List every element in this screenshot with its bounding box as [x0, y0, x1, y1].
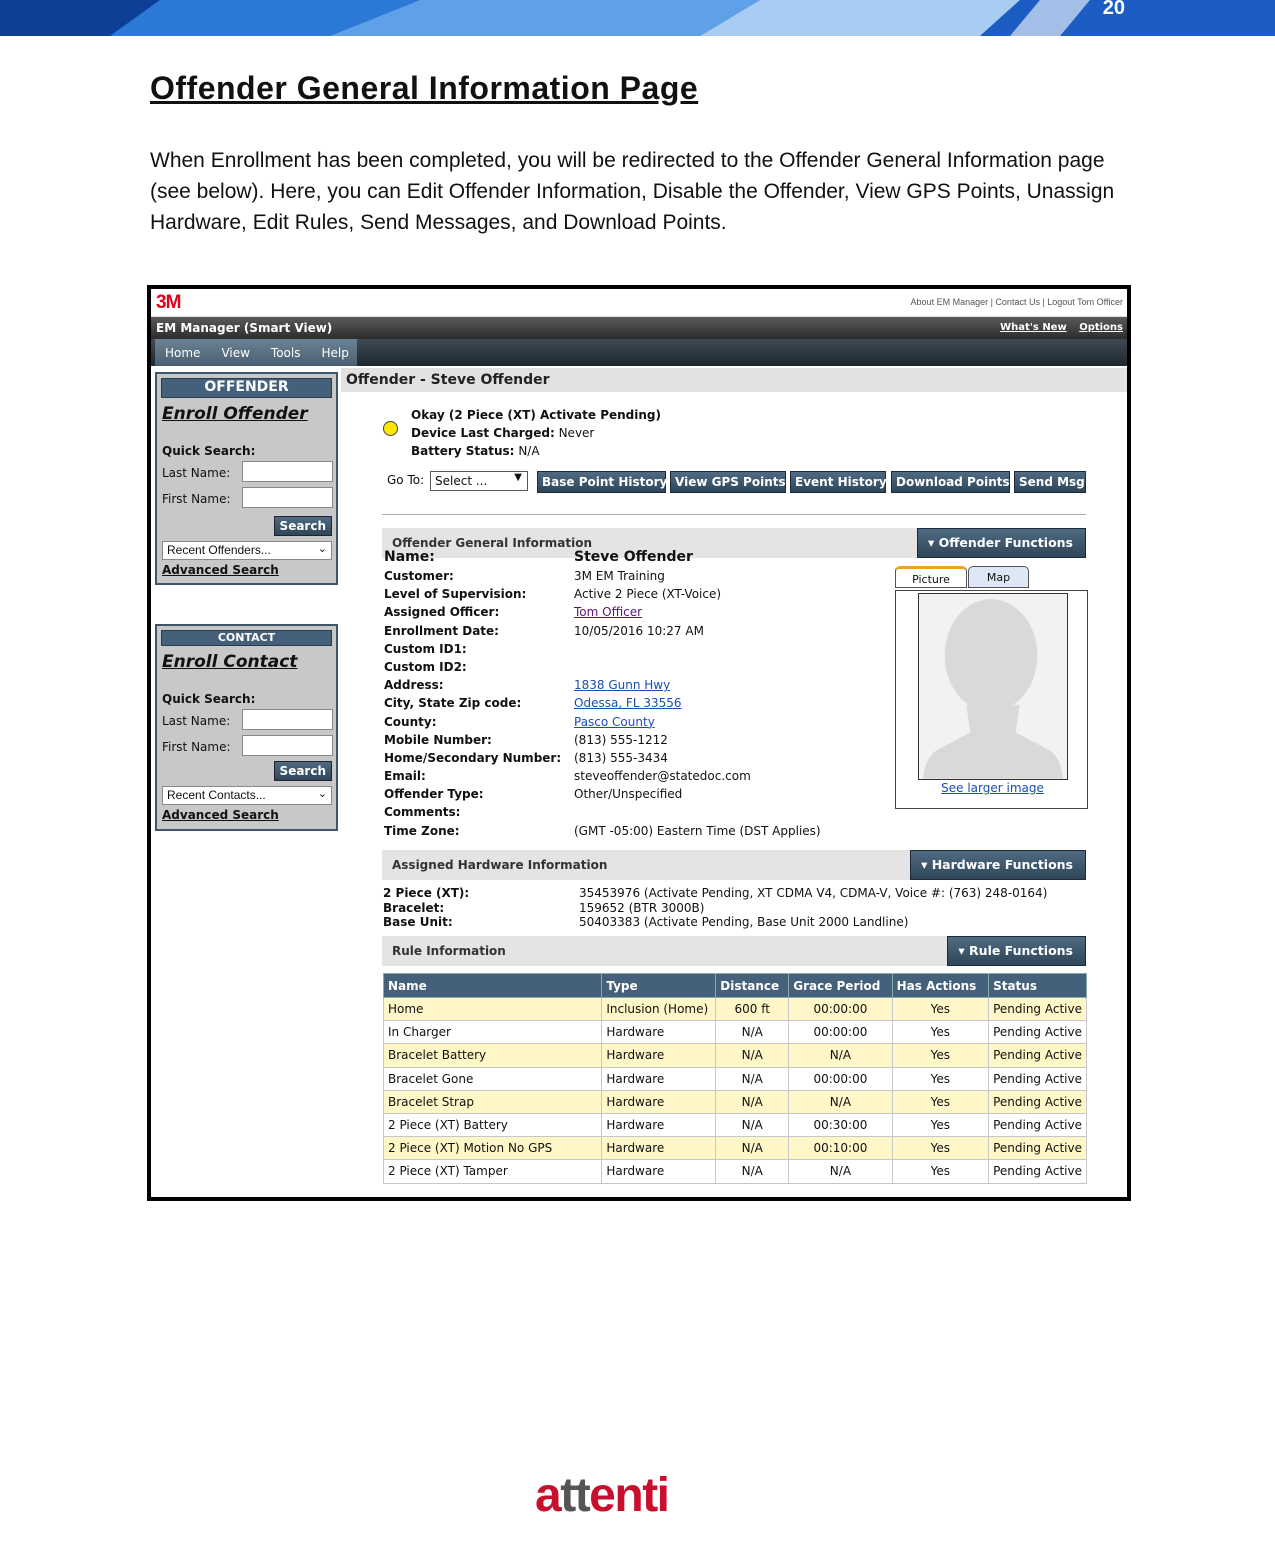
- charged-label: Device Last Charged:: [411, 426, 555, 440]
- goto-label: Go To:: [387, 473, 425, 487]
- rule-grace: 00:00:00: [789, 998, 892, 1021]
- rule-type: Hardware: [602, 1067, 716, 1090]
- offender-panel-header: OFFENDER: [161, 378, 332, 398]
- view-gps-points-button[interactable]: View GPS Points: [670, 471, 786, 493]
- hardware-functions-button[interactable]: ▾ Hardware Functions: [910, 850, 1086, 880]
- last-name-label: Last Name:: [162, 714, 231, 728]
- rule-grace: 00:00:00: [789, 1067, 892, 1090]
- rule-type: Inclusion (Home): [602, 998, 716, 1021]
- info-label: Comments:: [384, 805, 461, 820]
- last-name-label: Last Name:: [162, 466, 231, 480]
- rule-status: Pending Active: [989, 998, 1087, 1021]
- info-value: Steve Offender: [574, 549, 693, 565]
- rule-grace: N/A: [789, 1044, 892, 1067]
- col-distance[interactable]: Distance: [716, 974, 789, 998]
- chevron-down-icon: ⌄: [317, 788, 327, 800]
- rule-distance: N/A: [716, 1044, 789, 1067]
- info-value: (813) 555-3434: [574, 750, 668, 765]
- picture-panel: [895, 590, 1088, 809]
- app-title: EM Manager (Smart View): [156, 321, 333, 335]
- rule-type: Hardware: [602, 1160, 716, 1183]
- main-content: [341, 366, 1127, 1197]
- send-msg-button[interactable]: Send Msg: [1014, 471, 1086, 493]
- base-point-history-button[interactable]: Base Point History: [537, 471, 666, 493]
- rule-name: Bracelet Gone: [384, 1067, 602, 1090]
- rule-functions-label: Rule Functions: [969, 943, 1073, 958]
- menu-view[interactable]: View: [221, 345, 250, 360]
- info-label: County:: [384, 714, 437, 729]
- info-label: Custom ID1:: [384, 641, 467, 656]
- rule-distance: N/A: [716, 1067, 789, 1090]
- event-history-button[interactable]: Event History: [790, 471, 886, 493]
- divider: [382, 514, 1086, 515]
- logo-part: a: [535, 1469, 561, 1522]
- banner-graphic: [0, 0, 1275, 36]
- contact-last-name-input[interactable]: [242, 709, 333, 730]
- charged-value: Never: [558, 426, 595, 440]
- tab-map[interactable]: Map: [968, 566, 1029, 588]
- offender-photo-placeholder: [918, 593, 1068, 780]
- info-value: 3M EM Training: [574, 569, 665, 583]
- info-label: Home/Secondary Number:: [384, 750, 562, 765]
- recent-offenders-select[interactable]: [162, 541, 332, 560]
- app-screenshot: [147, 285, 1131, 1201]
- goto-select[interactable]: [430, 471, 528, 491]
- offender-search-button[interactable]: Search: [274, 516, 332, 536]
- contact-search-button[interactable]: Search: [274, 761, 332, 781]
- menu-help[interactable]: Help: [321, 345, 349, 360]
- quick-search-label: Quick Search:: [162, 444, 256, 458]
- table-row[interactable]: [384, 1137, 1087, 1160]
- hardware-value: 159652 (BTR 3000B): [579, 900, 705, 915]
- table-row[interactable]: [384, 1021, 1087, 1044]
- rule-distance: N/A: [716, 1021, 789, 1044]
- rule-name: Home: [384, 998, 602, 1021]
- rule-distance: N/A: [716, 1090, 789, 1113]
- first-name-label: First Name:: [162, 492, 231, 506]
- rule-has-actions: Yes: [892, 1044, 988, 1067]
- rule-has-actions: Yes: [892, 1067, 988, 1090]
- header-banner: [0, 0, 1275, 36]
- rule-type: Hardware: [602, 1044, 716, 1067]
- menu-home[interactable]: Home: [165, 345, 201, 360]
- info-value: Active 2 Piece (XT-Voice): [574, 587, 722, 602]
- rule-status: Pending Active: [989, 1067, 1087, 1090]
- info-label: Custom ID2:: [384, 659, 467, 674]
- recent-contacts-value: Recent Contacts...: [167, 788, 266, 802]
- see-larger-image-link[interactable]: See larger image: [941, 781, 1044, 795]
- info-label: Assigned Officer:: [384, 605, 500, 620]
- rule-info-title: Rule Information: [392, 944, 506, 958]
- rule-type: Hardware: [602, 1113, 716, 1136]
- rule-status: Pending Active: [989, 1113, 1087, 1136]
- nav-bar: [151, 339, 1127, 366]
- offender-functions-button[interactable]: ▾ Offender Functions: [917, 528, 1086, 558]
- recent-offenders-value: Recent Offenders...: [167, 543, 271, 557]
- contact-advanced-search-link[interactable]: Advanced Search: [162, 808, 279, 822]
- info-label: Level of Supervision:: [384, 587, 527, 602]
- offender-panel: [155, 372, 338, 585]
- top-bar: [151, 289, 1127, 317]
- rule-functions-button[interactable]: ▾ Rule Functions: [947, 936, 1086, 966]
- download-points-button[interactable]: Download Points: [891, 471, 1010, 493]
- info-value: (813) 555-1212: [574, 732, 668, 747]
- hardware-functions-label: Hardware Functions: [931, 857, 1073, 872]
- rule-has-actions: Yes: [892, 1021, 988, 1044]
- city-link[interactable]: Odessa, FL 33556: [574, 696, 682, 711]
- info-label: Time Zone:: [384, 823, 460, 838]
- rule-status: Pending Active: [989, 1044, 1087, 1067]
- contact-panel: [155, 624, 338, 831]
- rule-has-actions: Yes: [892, 1113, 988, 1136]
- rule-name: Bracelet Battery: [384, 1044, 602, 1067]
- info-value: 10/05/2016 10:27 AM: [574, 623, 704, 638]
- hardware-value: 50403383 (Activate Pending, Base Unit 2000 Landline): [579, 915, 909, 929]
- rule-type: Hardware: [602, 1137, 716, 1160]
- device-status: [411, 406, 661, 460]
- rule-has-actions: Yes: [892, 1137, 988, 1160]
- intro-paragraph: When Enrollment has been completed, you will be redirected to the Offender General Information page (see below). Here, you can Edit Offender Information, Disable the Offender, View GPS Points, Unassign Hardware, Edit Rules, Send Messages, and Download Points.: [150, 149, 1115, 234]
- rule-grace: 00:30:00: [789, 1113, 892, 1136]
- rules-table: [383, 973, 1087, 1184]
- page-number: 20: [1102, 0, 1125, 19]
- info-label: Offender Type:: [384, 787, 484, 802]
- info-label: Enrollment Date:: [384, 623, 499, 638]
- goto-select-value: Select ...: [435, 474, 488, 488]
- table-row[interactable]: [384, 1067, 1087, 1090]
- info-value: Other/Unspecified: [574, 787, 683, 802]
- app-title-bar: [151, 317, 1127, 339]
- rule-status: Pending Active: [989, 1090, 1087, 1113]
- rule-grace: N/A: [789, 1160, 892, 1183]
- chevron-down-icon: ⌄: [317, 543, 327, 555]
- info-value: steveoffender@statedoc.com: [574, 769, 751, 784]
- hardware-label: 2 Piece (XT):: [383, 886, 470, 900]
- rule-grace: 00:10:00: [789, 1137, 892, 1160]
- top-links[interactable]: About EM Manager | Contact Us | Logout Tom Officer: [910, 297, 1123, 307]
- info-label: Mobile Number:: [384, 732, 492, 747]
- rule-status: Pending Active: [989, 1160, 1087, 1183]
- rule-has-actions: Yes: [892, 1090, 988, 1113]
- info-label: Address:: [384, 678, 444, 693]
- battery-label: Battery Status:: [411, 444, 515, 458]
- general-info-bar: [382, 528, 1086, 558]
- rule-status: Pending Active: [989, 1021, 1087, 1044]
- rule-type: Hardware: [602, 1021, 716, 1044]
- address-link[interactable]: 1838 Gunn Hwy: [574, 678, 671, 693]
- table-row[interactable]: [384, 1044, 1087, 1067]
- rule-distance: N/A: [716, 1137, 789, 1160]
- status-indicator-icon: [383, 421, 398, 436]
- quick-search-label: Quick Search:: [162, 692, 256, 706]
- enroll-contact-link[interactable]: Enroll Contact: [162, 652, 298, 672]
- general-info-title: Offender General Information: [392, 536, 593, 550]
- hardware-label: Bracelet:: [383, 900, 445, 915]
- doc-title: Offender General Information Page: [150, 70, 699, 106]
- menu-tools[interactable]: Tools: [270, 345, 301, 360]
- hardware-info-bar: [382, 850, 1086, 880]
- rules-header-row: [384, 974, 1087, 998]
- caret-down-icon: ▼: [514, 472, 522, 483]
- 3m-logo: 3M: [156, 292, 181, 313]
- offender-header: [341, 368, 1127, 392]
- col-status[interactable]: Status: [989, 974, 1087, 998]
- first-name-label: First Name:: [162, 740, 231, 754]
- table-row[interactable]: [384, 1160, 1087, 1183]
- hardware-value: 35453976 (Activate Pending, XT CDMA V4, CDMA-V, Voice #: (763) 248-0164): [579, 886, 1048, 900]
- col-name[interactable]: Name: [384, 974, 602, 998]
- table-row[interactable]: [384, 998, 1087, 1021]
- rule-info-bar: [382, 936, 1086, 966]
- hardware-info-title: Assigned Hardware Information: [392, 858, 608, 872]
- tab-picture[interactable]: Picture: [895, 566, 967, 588]
- whats-new-link[interactable]: What's New: [1000, 322, 1067, 333]
- rule-has-actions: Yes: [892, 1160, 988, 1183]
- rule-distance: 600 ft: [716, 998, 789, 1021]
- rule-type: Hardware: [602, 1090, 716, 1113]
- rule-status: Pending Active: [989, 1137, 1087, 1160]
- hardware-label: Base Unit:: [383, 915, 453, 929]
- rule-distance: N/A: [716, 1113, 789, 1136]
- offender-header-title: Offender - Steve Offender: [346, 372, 550, 388]
- rule-name: 2 Piece (XT) Battery: [384, 1113, 602, 1136]
- main-menu: [155, 339, 357, 366]
- assigned-officer-link[interactable]: Tom Officer: [574, 605, 643, 620]
- col-grace-period[interactable]: Grace Period: [789, 974, 892, 998]
- rule-name: 2 Piece (XT) Tamper: [384, 1160, 602, 1183]
- col-type[interactable]: Type: [602, 974, 716, 998]
- battery-value: N/A: [518, 444, 540, 458]
- info-label: Customer:: [384, 569, 454, 583]
- contact-panel-header: CONTACT: [161, 630, 332, 646]
- logo-part: tt: [560, 1469, 590, 1522]
- offender-functions-label: Offender Functions: [938, 535, 1073, 550]
- table-row[interactable]: [384, 1090, 1087, 1113]
- offender-advanced-search-link[interactable]: Advanced Search: [162, 563, 279, 577]
- table-row[interactable]: [384, 1113, 1087, 1136]
- rule-name: Bracelet Strap: [384, 1090, 602, 1113]
- recent-contacts-select[interactable]: [162, 786, 332, 805]
- rule-grace: N/A: [789, 1090, 892, 1113]
- info-label: City, State Zip code:: [384, 696, 522, 711]
- info-label: Email:: [384, 769, 426, 784]
- attenti-logo: [535, 1468, 669, 1523]
- county-link[interactable]: Pasco County: [574, 714, 655, 729]
- rule-grace: 00:00:00: [789, 1021, 892, 1044]
- col-has-actions[interactable]: Has Actions: [892, 974, 988, 998]
- info-value: (GMT -05:00) Eastern Time (DST Applies): [574, 823, 821, 838]
- info-label: Name:: [384, 549, 435, 565]
- logo-part: enti: [589, 1469, 669, 1522]
- options-link[interactable]: Options: [1079, 322, 1123, 333]
- rule-name: 2 Piece (XT) Motion No GPS: [384, 1137, 602, 1160]
- rule-has-actions: Yes: [892, 998, 988, 1021]
- enroll-offender-link[interactable]: Enroll Offender: [162, 404, 308, 424]
- status-line: Okay (2 Piece (XT) Activate Pending): [411, 408, 662, 422]
- rule-distance: N/A: [716, 1160, 789, 1183]
- contact-first-name-input[interactable]: [242, 735, 333, 756]
- rule-name: In Charger: [384, 1021, 602, 1044]
- offender-last-name-input[interactable]: [242, 461, 333, 482]
- offender-first-name-input[interactable]: [242, 487, 333, 508]
